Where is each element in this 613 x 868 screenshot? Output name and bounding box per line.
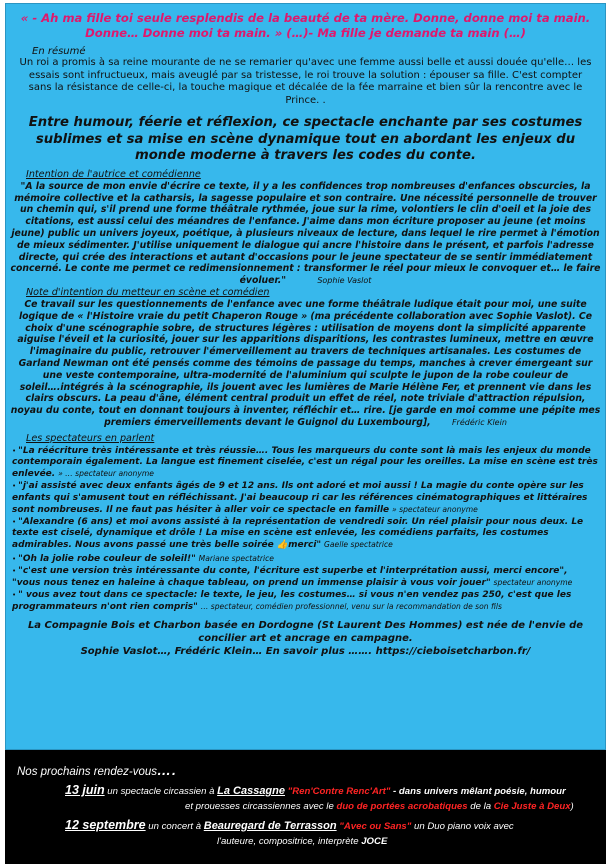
company-credits-line: [18, 645, 593, 658]
bullet-icon: •: [12, 591, 17, 600]
event1-duo: duo de portées acrobatiques: [336, 801, 468, 812]
event1-date: 13 juin: [65, 783, 105, 797]
spectator-quote-text: "La réécriture très intéressante et très réussie…. Tous les marqueurs du conte sont là mais les enjeux du monde contemporain également. La langue est finement ciselée, c'est un régal pour les oreilles. La mise en scène est très enlevée.: [12, 445, 598, 480]
event1-text-5: ): [570, 801, 574, 812]
spectators-title: Les spectateurs en parlent: [26, 432, 155, 444]
bullet-icon: •: [12, 566, 17, 575]
opening-quote: « - Ah ma fille toi seule resplendis de la beauté de ta mère. Donne, donne moi ta main. Donne… Donne moi ta main. » (…)- Ma fille je demande ta main (…): [20, 11, 591, 40]
spectator-quote-text: "c'est une version très intéressante du conte, l'écriture est superbe et l'interprétation aussi, merci encore", "vous nous tenez en haleine à chaque tableau, on prend un immense plaisir à vous voir jouer": [12, 565, 568, 589]
spectator-author: Mariane spectatrice: [198, 553, 274, 563]
spectator-quote-text: "j'ai assisté avec deux enfants âgés de 9 et 12 ans. Ils ont adoré et moi aussi ! La magie du conte opère sur les enfants qui s'amusent tout en réfléchissant. J'ai beaucoup ri car les références cinématographiques et littéraires sont nombreuses. Il ne faut pas hésiter à aller voir ce spectacle en famille: [12, 481, 588, 515]
director-signature: Frédéric Klein: [451, 418, 507, 428]
agenda-event-1-cont: [185, 799, 594, 814]
headline: Entre humour, féerie et réflexion, ce spectacle enchante par ses costumes sublimes et sa mise en scène dynamique tout en abordant les enjeux du monde moderne à travers les codes du conte.: [28, 115, 583, 164]
company-text: La Compagnie Bois et Charbon basée en Dordogne (St Laurent Des Hommes) est née de l'envie de concilier art et ancrage en campagne.: [27, 619, 584, 644]
spectator-quote-text: "Oh la jolie robe couleur de soleil!": [18, 553, 196, 564]
spectator-quote-text: "Alexandre (6 ans) et moi avons assisté à la représentation de vendredi soir. Un réel plaisir pour nous deux. Le texte est ciselé, dynamique et drôle ! La mise en scène est enlevée, les comédiens parfaits, les costumes admirables. Nous avons passé une très belle soirée 👍merci": [12, 517, 584, 551]
event2-text-3: l'auteure, compositrice, interprète: [217, 836, 362, 847]
spectator-author: spectateur anonyme: [493, 578, 573, 588]
author-signature: Sophie Vaslot: [317, 276, 372, 286]
spectator-author: » spectateur anonyme: [392, 504, 478, 514]
author-intent-text: [10, 181, 601, 287]
resume-label: En résumé: [32, 46, 86, 57]
resume-text: Un roi a promis à sa reine mourante de ne se remarier qu'avec une femme aussi belle et aussi douée qu'elle… les essais sont infructueux, mais aveuglé par sa tristesse, le roi trouve la solution : épouser sa fille. C'est compter sans la résistance de celle-ci, la touche magique et décalée de la fée marraine et bien sûr la rencontre avec le Prince. .: [19, 57, 592, 106]
bullet-icon: •: [12, 518, 17, 527]
agenda-event-2: [65, 818, 594, 834]
company-credits: Sophie Vaslot…, Frédéric Klein… En savoir plus …….: [80, 645, 373, 657]
event1-company: Cie Juste à Deux: [493, 801, 571, 812]
director-intent-text: [10, 299, 601, 429]
agenda-event-1: [65, 783, 594, 799]
agenda-title: [17, 762, 594, 778]
event2-name: "Avec ou Sans": [339, 821, 412, 832]
event1-text-2: - dans univers mêlant poésie, humour: [390, 786, 566, 797]
spectator-author: … spectateur, comédien professionnel, venu sur la recommandation de son fils: [200, 602, 502, 612]
agenda-event-2-cont: [217, 834, 594, 849]
spectator-quote-text: " vous avez tout dans ce spectacle: le texte, le jeu, les costumes… si vous n'en vendez pas 250, c'est que les programmateurs n'ont rien compris": [12, 590, 572, 613]
event1-name: "Ren'Contre Renc'Art": [287, 786, 391, 797]
spectator-quote: [12, 446, 599, 481]
event1-place: La Cassagne: [217, 785, 285, 797]
event2-date: 12 septembre: [65, 818, 146, 832]
spectator-quote: [12, 517, 599, 552]
event1-text-4: de la: [467, 801, 494, 812]
event2-text-2: un Duo piano voix avec: [411, 821, 514, 832]
spectator-quote: [12, 590, 599, 613]
spectator-author: » … spectateur anonyme: [58, 469, 154, 479]
author-intent-title: Intention de l'autrice et comédienne: [26, 168, 201, 180]
spectator-quote: [12, 566, 599, 589]
spectator-quote: [12, 553, 599, 565]
event1-text-3: et prouesses circassiennes avec le: [185, 801, 337, 812]
bullet-icon: •: [12, 554, 17, 563]
agenda-panel: [5, 750, 606, 864]
event2-artist: JOCE: [361, 836, 388, 847]
event2-place: Beauregard de Terrasson: [203, 820, 337, 832]
director-intent-title: Note d'intention du metteur en scène et comédien: [26, 287, 270, 299]
company-info: [18, 619, 593, 658]
event2-text-1: un concert à: [145, 821, 204, 832]
director-intent-body: Ce travail sur les questionnements de l'enfance avec une forme théâtrale ludique était pour moi, une suite logique de « l'Histoire vraie du petit Chaperon Rouge » (ma précédente collaboration avec Sophie Vaslot). Ce choix d'une scénographie sobre, de structures légères : utilisation de moyens dont la simplicité apparente aiguise l'éveil et la curiosité, jouer sur les apparitions disparitions, les contrastes lumineux, mettre en œuvre l'imaginaire du public, retrouver l'émerveillement au travers de techniques artisanales. Les costumes de Garland Newman ont été pensés comme des témoins de passage du temps, manches à crever émergeant sur une veste contemporaine, ultra-modernité de l'aluminium qui sculpte le jupon de la robe couleur de soleil….intégrés à la scénographie, ils jouent avec les lumières de Marie Hélène Fer, et prennent vie dans les clairs obscurs. La peau d'âne, élément central produit un effet de réel, note triviale d'attraction répulsion, noyau du conte, tout en donnant toujours à inventer, réfléchir et… rire. [je garde en moi comme une pépite mes premiers émerveillements devant le Guignol du Luxembourg],: [10, 299, 601, 429]
event1-text-1: un spectacle circassien à: [104, 786, 218, 797]
flyer-panel: [5, 3, 606, 750]
bullet-icon: •: [12, 482, 17, 491]
company-website-link[interactable]: https://cieboisetcharbon.fr/: [375, 645, 531, 657]
spectator-quote: [12, 481, 599, 516]
agenda-title-dots: ….: [157, 762, 177, 778]
author-intent-body: "A la source de mon envie d'écrire ce texte, il y a les confidences trop nombreuses d'enfances obscurcies, la mémoire collective et la catharsis, la sagesse populaire et son contraire. Une nécessité personnelle de trouver un chemin qui, s'il prend une forme théâtrale rythmée, joue sur la rime, volontiers le clin d'oeil et la joie des citations, est aussi celui des méandres de l'enfance. J'aime dans mon écriture proposer au jeune (et moins jeune) public un univers joyeux, poétique, à plusieurs niveaux de lecture, dans lequel le rire permet à l'émotion de mieux sédimenter. J'utilise uniquement le dialogue qui ancre l'histoire dans le présent, et parfois l'adresse directe, qui crée des interactions et autant d'occasions pour le jeune spectateur de se sentir immédiatement concerné. Le conte me permet ce redimensionnement : transformer le réel pour mieux le convoquer et… le faire évoluer.": [10, 180, 601, 287]
bullet-icon: •: [12, 446, 17, 455]
agenda-title-text: Nos prochains rendez-vous: [17, 766, 157, 778]
spectator-quotes: [6, 446, 605, 614]
spectator-author: Gaelle spectatrice: [324, 540, 393, 550]
